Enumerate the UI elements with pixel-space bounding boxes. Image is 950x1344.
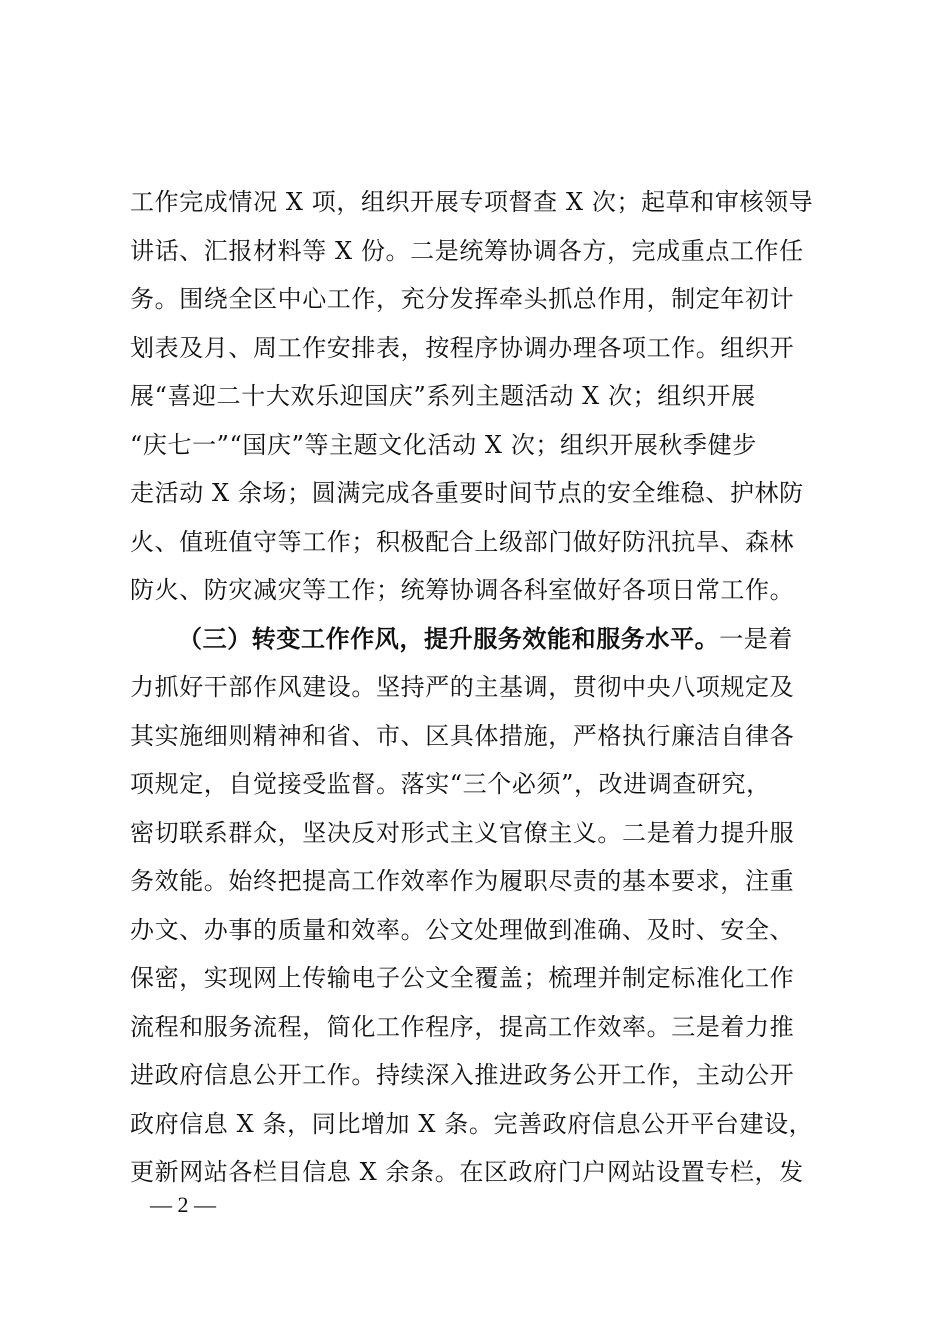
body-line: 讲话、汇报材料等 X 份。二是统筹协调各方，完成重点工作任 <box>130 236 804 265</box>
body-line: 办文、办事的质量和效率。公文处理做到准确、及时、安全、 <box>130 915 795 944</box>
body-line: 力抓好干部作风建设。坚持严的主基调，贯彻中央八项规定及 <box>130 673 795 701</box>
body-line: 密切联系群众，坚决反对形式主义官僚主义。二是着力提升服 <box>130 818 795 847</box>
body-line: 走活动 X 余场；圆满完成各重要时间节点的安全维稳、护林防 <box>130 479 804 507</box>
body-line: 划表及月、周工作安排表，按程序协调办理各项工作。组织开 <box>130 333 795 362</box>
section-3-heading: （三）转变工作作风，提升服务效能和服务水平。 <box>178 623 720 653</box>
body-line: 防火、防灾减灾等工作；统筹协调各科室做好各项日常工作。 <box>130 576 795 604</box>
section-3-first-line-rest: 一是着 <box>719 624 794 653</box>
body-line: 其实施细则精神和省、市、区具体措施，严格执行廉洁自律各 <box>130 721 795 750</box>
body-line: 流程和服务流程，简化工作程序，提高工作效率。三是着力推 <box>130 1012 795 1041</box>
body-line: 火、值班值守等工作；积极配合上级部门做好防汛抗旱、森林 <box>130 527 795 556</box>
body-line: 务。围绕全区中心工作，充分发挥牵头抓总作用，制定年初计 <box>130 285 795 313</box>
body-line: 项规定，自觉接受监督。落实“三个必须”，改进调查研究， <box>130 770 771 798</box>
document-body <box>130 178 830 1197</box>
body-line: 保密，实现网上传输电子公文全覆盖；梳理并制定标准化工作 <box>130 964 795 992</box>
body-line: “庆七一”“国庆”等主题文化活动 X 次；组织开展秋季健步 <box>130 430 757 459</box>
body-line: 展“喜迎二十大欢乐迎国庆”系列主题活动 X 次；组织开展 <box>130 382 756 410</box>
body-line: 政府信息 X 条，同比增加 X 条。完善政府信息公开平台建设， <box>130 1109 814 1138</box>
section-3-first-line <box>130 615 830 664</box>
page-number: — 2 — <box>150 1192 216 1217</box>
body-line: 工作完成情况 X 项，组织开展专项督查 X 次；起草和审核领导 <box>130 188 814 216</box>
body-line: 务效能。始终把提高工作效率作为履职尽责的基本要求，注重 <box>130 867 795 895</box>
body-line: 更新网站各栏目信息 X 余条。在区政府门户网站设置专栏，发 <box>130 1158 804 1186</box>
body-line: 进政府信息公开工作。持续深入推进政务公开工作，主动公开 <box>130 1061 795 1089</box>
